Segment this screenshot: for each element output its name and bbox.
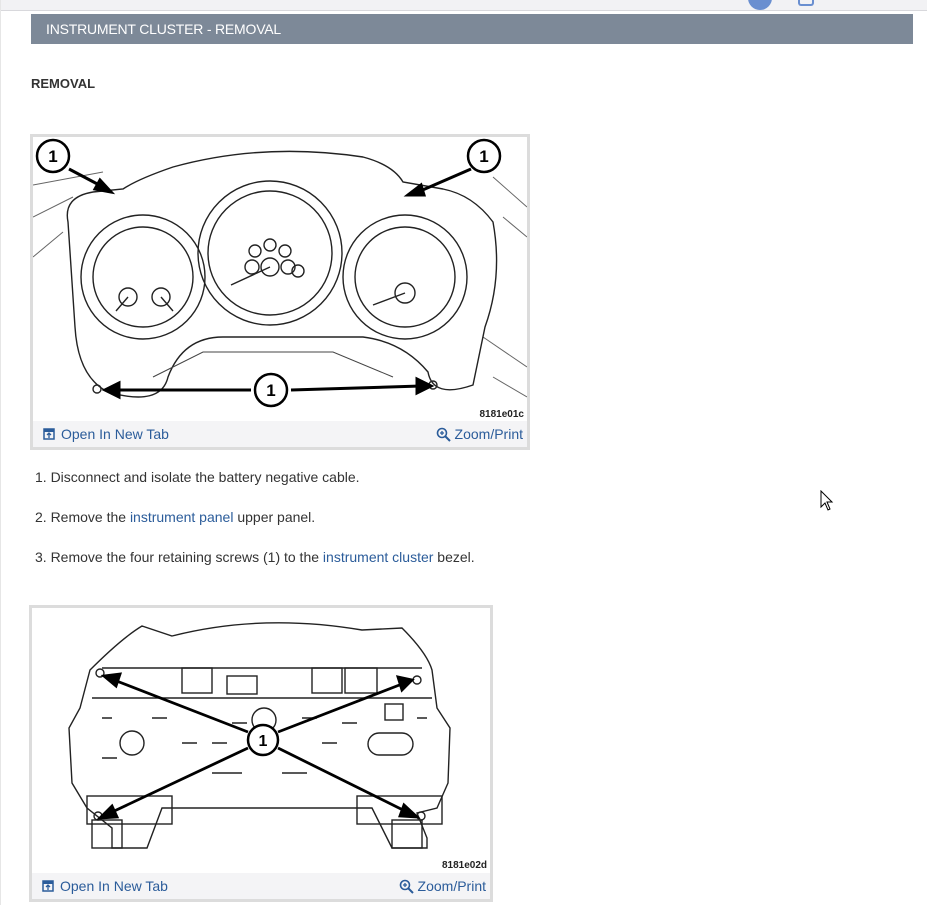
instrument-panel-link[interactable]: instrument panel <box>129 509 234 525</box>
step-2-pre: 2. Remove the <box>35 509 130 525</box>
open-in-new-tab-icon <box>42 880 54 892</box>
figure-1-zoom-label: Zoom/Print <box>454 426 523 442</box>
document-icon[interactable] <box>798 0 814 6</box>
step-1 <box>35 469 360 485</box>
page-edge <box>0 0 1 905</box>
step-3-post: bezel. <box>433 549 475 565</box>
figure-1-id: 8181e01c <box>479 409 524 420</box>
figure-1-callout-bottom: 1 <box>266 381 276 400</box>
profile-avatar[interactable] <box>748 0 772 10</box>
figure-1-callout-top-right: 1 <box>479 147 489 166</box>
figure-1-zoom-print[interactable] <box>436 426 523 442</box>
figure-2 <box>29 605 493 902</box>
figure-2-callout: 1 <box>258 733 268 750</box>
figure-2-zoom-print[interactable] <box>399 878 486 894</box>
step-3 <box>35 549 475 565</box>
figure-1-open-label: Open In New Tab <box>61 426 169 442</box>
figure-2-open-label: Open In New Tab <box>60 878 168 894</box>
mouse-cursor-icon <box>820 490 834 512</box>
figure-1-open-in-new-tab[interactable] <box>43 426 169 442</box>
figure-1-illustration[interactable] <box>33 137 527 421</box>
instrument-cluster-link[interactable]: instrument cluster <box>322 549 434 565</box>
step-1-text: 1. Disconnect and isolate the battery negative cable. <box>35 469 360 485</box>
zoom-in-icon <box>436 427 451 442</box>
step-3-pre: 3. Remove the four retaining screws (1) to the <box>35 549 323 565</box>
figure-1-toolbar <box>33 421 527 447</box>
page-title: INSTRUMENT CLUSTER - REMOVAL <box>31 14 913 44</box>
figure-1 <box>30 134 530 450</box>
step-2 <box>35 509 315 525</box>
section-title: REMOVAL <box>31 76 96 91</box>
browser-top-bar <box>0 0 927 11</box>
figure-2-id: 8181e02d <box>441 860 487 871</box>
open-in-new-tab-icon <box>43 428 55 440</box>
zoom-in-icon <box>399 879 414 894</box>
figure-2-illustration[interactable] <box>32 608 490 873</box>
figure-2-open-in-new-tab[interactable] <box>42 878 168 894</box>
figure-2-toolbar <box>32 873 490 899</box>
figure-2-zoom-label: Zoom/Print <box>417 878 486 894</box>
figure-1-callout-top-left: 1 <box>48 147 58 166</box>
step-2-post: upper panel. <box>233 509 316 525</box>
